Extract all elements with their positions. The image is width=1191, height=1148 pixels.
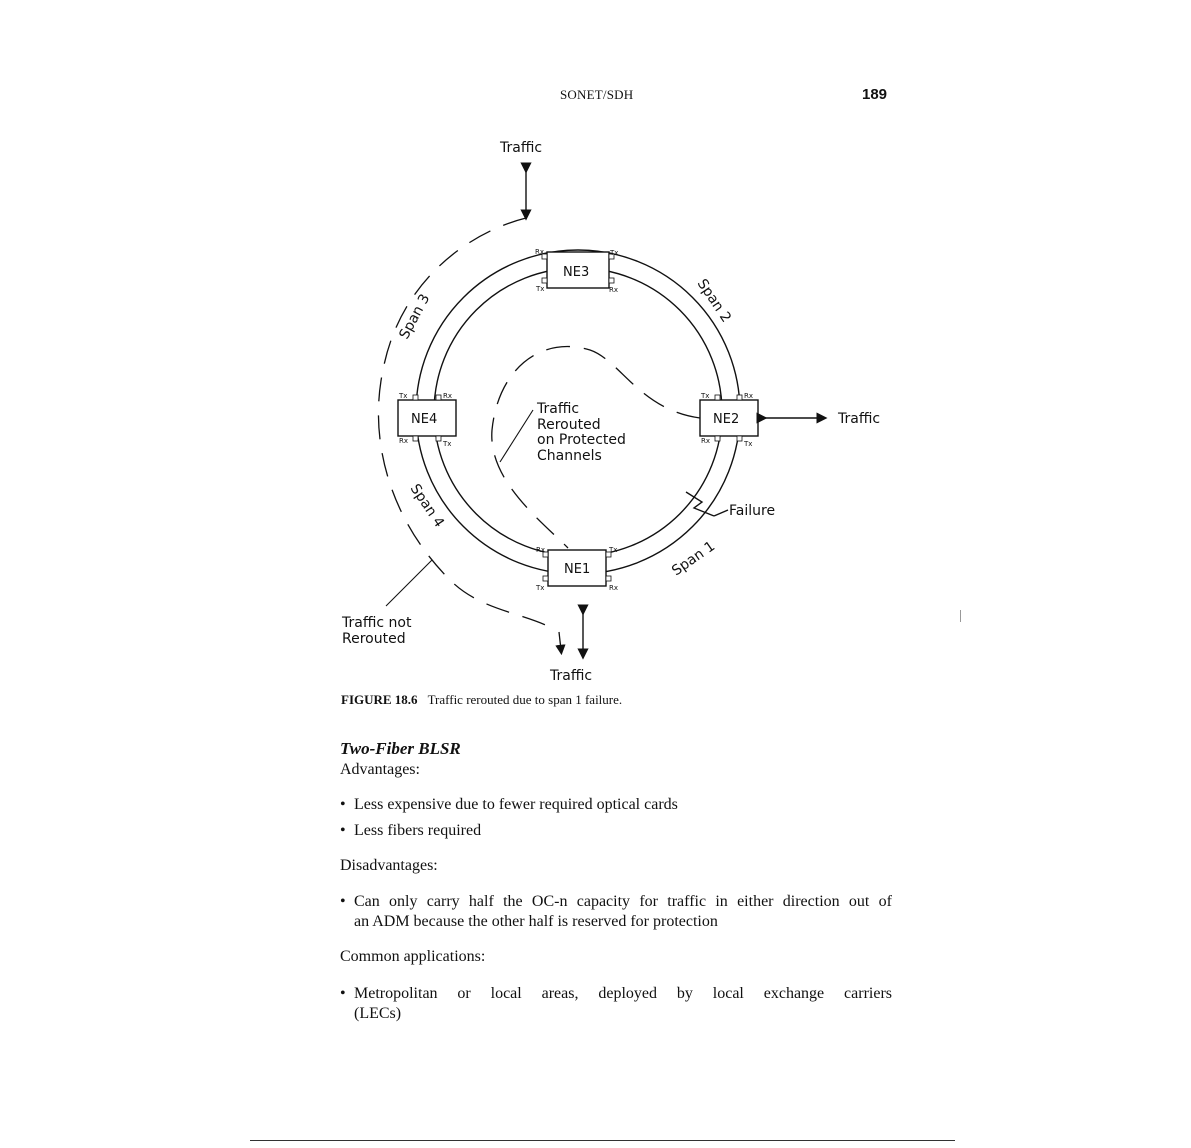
traffic-not-rerouted-label-line1: Traffic not [342, 615, 412, 631]
scan-artifact-mark [960, 610, 961, 622]
bullet-dot: • [340, 893, 346, 910]
ne1-rx-top: Rx [536, 546, 546, 554]
ne2-tx-bottom: Tx [744, 440, 753, 448]
disadvantage-item-1-line1: Can only carry half the OC-n capacity for traffic in either direction out of [354, 893, 892, 910]
ne3-tx-top: Tx [610, 249, 619, 257]
advantages-heading: Advantages: [340, 761, 420, 778]
rerouted-label-line4: Channels [537, 448, 602, 464]
advantage-item-1 [340, 795, 892, 815]
ne3-tx-bottom: Tx [536, 285, 545, 293]
bottom-rule [250, 1140, 955, 1141]
figure-caption-label: FIGURE 18.6 [341, 692, 418, 707]
application-item-1 [340, 984, 892, 1024]
failure-label: Failure [729, 503, 776, 519]
rerouted-label-line2: Rerouted [537, 417, 601, 433]
ne3-rx-top: Rx [535, 248, 545, 256]
ne1-tx-top: Tx [609, 546, 618, 554]
traffic-bottom-label: Traffic [550, 668, 593, 684]
ne1-tx-bottom: Tx [536, 584, 545, 592]
node-ne3-label: NE3 [563, 265, 590, 280]
disadvantage-item-1-line2: an ADM because the other half is reserved for protection [354, 913, 718, 930]
span-3-label: Span 3 [396, 291, 434, 342]
node-ne2-label: NE2 [713, 412, 740, 427]
failure-break-mark [686, 492, 728, 516]
applications-heading: Common applications: [340, 948, 486, 965]
advantage-item-2 [340, 821, 892, 841]
figure-caption [341, 692, 622, 708]
advantage-item-2-text: Less fibers required [354, 822, 482, 839]
rerouted-label-line1: Traffic [537, 401, 580, 417]
node-ne2 [700, 392, 758, 448]
ne1-rx-bottom: Rx [609, 584, 619, 592]
node-ne3 [535, 248, 618, 294]
node-ne4 [398, 392, 456, 448]
advantage-item-1-text: Less expensive due to fewer required optical cards [354, 796, 678, 813]
traffic-right-label: Traffic [838, 411, 881, 427]
node-ne4-label: NE4 [411, 412, 438, 427]
traffic-not-rerouted-arrow [559, 632, 561, 650]
disadvantage-item-1 [340, 892, 892, 932]
ne4-tx-bottom: Tx [443, 440, 452, 448]
bullet-dot: • [340, 796, 346, 813]
ne3-rx-bottom: Rx [609, 286, 619, 294]
ne4-tx-top: Tx [399, 392, 408, 400]
ne2-rx-bottom: Rx [701, 437, 711, 445]
span-1-label: Span 1 [669, 538, 719, 580]
page-number: 189 [862, 86, 888, 103]
disadvantages-heading: Disadvantages: [340, 857, 438, 874]
node-ne1 [535, 546, 618, 592]
traffic-not-rerouted-leader [386, 560, 432, 606]
bullet-dot: • [340, 822, 346, 839]
application-item-1-line1: Metropolitan or local areas, deployed by local exchange carriers [354, 985, 892, 1002]
ne4-rx-bottom: Rx [399, 437, 409, 445]
span-2-label: Span 2 [693, 276, 735, 326]
rerouted-label-leader [500, 410, 533, 462]
running-header-title: SONET/SDH [560, 87, 634, 102]
bullet-dot: • [340, 985, 346, 1002]
traffic-not-rerouted-label-line2: Rerouted [342, 631, 406, 647]
figure-caption-text: Traffic rerouted due to span 1 failure. [427, 692, 623, 707]
node-ne1-label: NE1 [564, 562, 591, 577]
application-item-1-line2: (LECs) [354, 1005, 402, 1022]
ne2-rx-top: Rx [744, 392, 754, 400]
traffic-top-label: Traffic [500, 140, 543, 156]
ne2-tx-top: Tx [701, 392, 710, 400]
ne4-rx-top: Rx [443, 392, 453, 400]
section-title: Two-Fiber BLSR [340, 739, 461, 758]
span-4-label: Span 4 [406, 481, 448, 531]
rerouted-label-line3: on Protected [537, 432, 626, 448]
